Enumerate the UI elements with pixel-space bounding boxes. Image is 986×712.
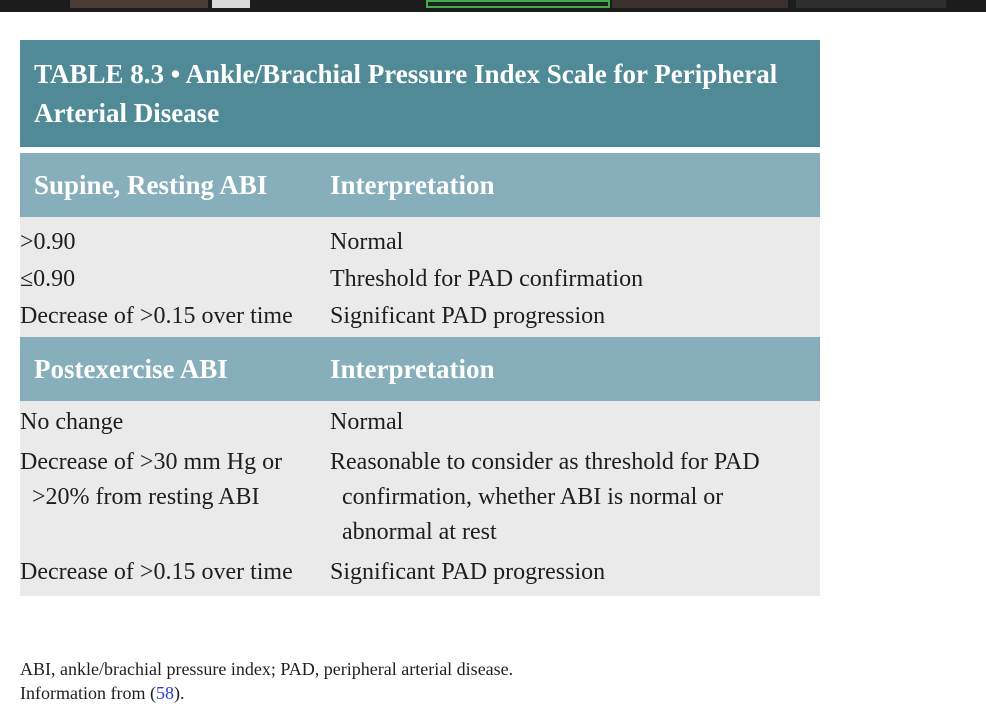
active-participant-thumbnail[interactable] xyxy=(426,0,610,8)
reference-link[interactable]: 58 xyxy=(155,683,174,703)
table-row xyxy=(20,555,820,590)
table-title: TABLE 8.3 • Ankle/Brachial Pressure Index Scale for Peripheral Arterial Disease xyxy=(20,40,820,147)
column-header-postexercise-abi: Postexercise ABI xyxy=(34,353,228,384)
participant-thumbnail[interactable] xyxy=(796,0,946,8)
abi-value-cell: >0.90 xyxy=(20,229,76,255)
interpretation-cell: Normal xyxy=(330,229,404,255)
section2-body xyxy=(20,401,820,596)
table-row xyxy=(20,405,820,440)
column-header-interpretation: Interpretation xyxy=(330,353,495,384)
table-footnote xyxy=(20,657,513,705)
section2-header-row xyxy=(20,337,820,401)
abi-value-cell: Decrease of >0.15 over time xyxy=(20,303,293,329)
section1-body xyxy=(20,217,820,337)
interpretation-cell: Threshold for PAD confirmation xyxy=(330,266,644,292)
interpretation-cell: Significant PAD progression xyxy=(330,559,606,585)
abi-table xyxy=(20,40,820,596)
column-header-interpretation: Interpretation xyxy=(330,169,495,200)
abbreviations-note: ABI, ankle/brachial pressure index; PAD, peripheral arterial disease. xyxy=(20,659,514,679)
participant-thumbnail[interactable] xyxy=(70,0,208,8)
table-row xyxy=(20,445,820,550)
table-row xyxy=(20,225,820,260)
interpretation-cell: Reasonable to consider as threshold for PAD confirmation, whether ABI is normal or abnormal at rest xyxy=(330,449,760,545)
interpretation-cell: Significant PAD progression xyxy=(330,303,606,329)
abi-value-cell: Decrease of >0.15 over time xyxy=(20,559,293,585)
participant-thumbnail[interactable] xyxy=(612,0,788,8)
column-header-supine-abi: Supine, Resting ABI xyxy=(34,169,268,200)
section1-header-row xyxy=(20,153,820,217)
abi-value-cell: No change xyxy=(20,409,124,435)
table-row xyxy=(20,262,820,297)
video-thumbnail-strip xyxy=(0,0,986,12)
table-row xyxy=(20,299,820,334)
abi-value-cell: ≤0.90 xyxy=(20,266,76,292)
interpretation-cell: Normal xyxy=(330,409,404,435)
abi-value-cell: Decrease of >30 mm Hg or >20% from resting ABI xyxy=(20,449,283,510)
source-prefix: Information from ( xyxy=(20,683,156,703)
participant-thumbnail[interactable] xyxy=(212,0,250,8)
source-suffix: ). xyxy=(173,683,185,703)
source-note xyxy=(20,681,513,705)
